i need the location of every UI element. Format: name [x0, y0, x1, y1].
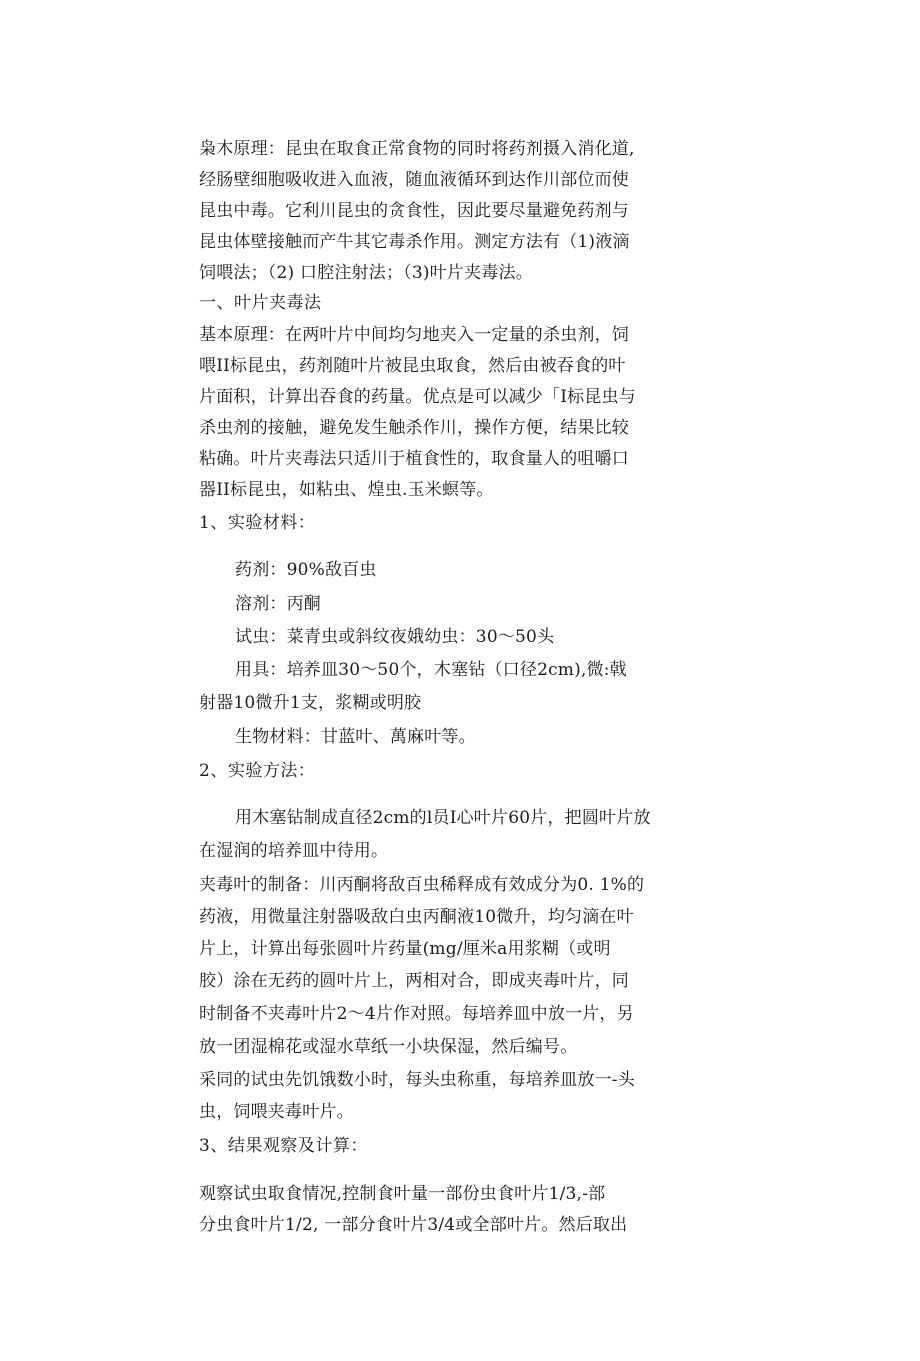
paragraph-line: 经肠壁细胞吸收进入血液，随血液循环到达作川部位而使: [199, 170, 629, 190]
paragraph-line: 药液，用微量注射器吸敌白虫丙酮液10微升，均匀滴在叶: [199, 907, 634, 927]
section-heading: 一、叶片夹毒法: [199, 293, 322, 313]
paragraph-line: 夹毒叶的制备：川丙酮将敌百虫稀释成有效成分为0. 1%的: [199, 875, 645, 895]
paragraph-line: 胶）涂在无药的圆叶片上，两相对合，即成夹毒叶片，同: [199, 971, 629, 991]
paragraph-line: 射器10微升1支，浆糊或明胶: [199, 693, 422, 713]
paragraph-line: 昆虫中毒。它利川昆虫的贪食性，因此要尽量避免药剂与: [199, 201, 629, 221]
subsection-heading: 3、结果观察及计算：: [199, 1136, 368, 1156]
paragraph-line: 喂II标昆虫，药剂随叶片被昆虫取食，然后由被吞食的叶: [199, 356, 626, 376]
paragraph-line: 用木塞钻制成直径2cm的l员I心叶片60片，把圆叶片放: [235, 808, 651, 828]
paragraph-line: 时制备不夹毒叶片2～4片作对照。每培养皿中放一片，另: [199, 1004, 634, 1024]
paragraph-line: 基本原理：在两叶片中间均匀地夹入一定量的杀虫剂，饲: [199, 325, 629, 345]
subsection-heading: 2、实验方法：: [199, 761, 316, 781]
paragraph-line: 昆虫体壁接触而产牛其它毒杀作用。测定方法有（1)液滴: [199, 232, 630, 252]
materials-item: 用具：培养皿30～50个，木塞钻（口径2cm),微:戟: [235, 660, 627, 680]
paragraph-line: 虫，饲喂夹毒叶片。: [199, 1102, 354, 1122]
paragraph-line: 片面积，计算出吞食的药量。优点是可以减少「I标昆虫与: [199, 387, 636, 407]
paragraph-line: 粘确。叶片夹毒法只适川于植食性的，取食量人的咀嚼口: [199, 449, 629, 469]
paragraph-line: 枭木原理：昆虫在取食正常食物的同时将药剂摄入消化道,: [199, 139, 635, 159]
paragraph-line: 片上，计算出每张圆叶片药量(mg/厘米a用浆糊（或明: [199, 939, 611, 959]
paragraph-line: 饲喂法；（2) 口腔注射法；（3)叶片夹毒法。: [199, 263, 533, 283]
paragraph-line: 采同的试虫先饥饿数小时，每头虫称重，每培养皿放一-头: [199, 1070, 635, 1090]
paragraph-line: 在湿润的培养皿中待用。: [199, 841, 389, 861]
paragraph-line: 分虫食叶片1/2, 一部分食叶片3/4或全部叶片。然后取出: [199, 1215, 628, 1235]
paragraph-line: 观察试虫取食情况,控制食叶量一部份虫食叶片1/3,-部: [199, 1184, 606, 1204]
paragraph-line: 杀虫剂的接触，避免发生触杀作川，操作方便，结果比较: [199, 418, 629, 438]
paragraph-line: 器II标昆虫，如粘虫、煌虫.玉米螟等。: [199, 480, 494, 500]
subsection-heading: 1、实验材料：: [199, 513, 316, 533]
paragraph-line: 放一团湿棉花或湿水草纸一小块保湿，然后编号。: [199, 1037, 578, 1057]
materials-item: 试虫：菜青虫或斜纹夜娥幼虫：30～50头: [235, 627, 555, 647]
materials-item: 药剂：90%敌百虫: [235, 560, 377, 580]
materials-item: 生物材料：甘蓝叶、萬麻叶等。: [235, 727, 476, 747]
materials-item: 溶剂：丙酮: [235, 594, 321, 614]
